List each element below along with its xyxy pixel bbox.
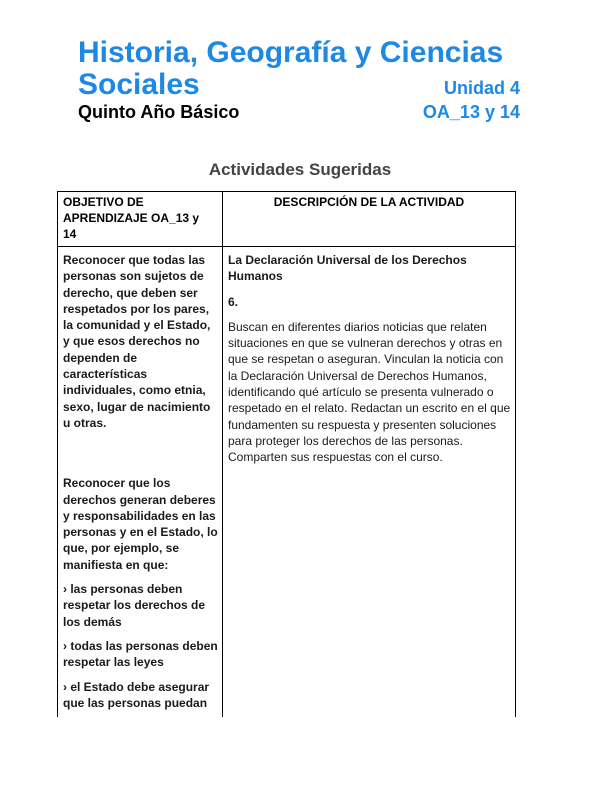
objectives-cell — [63, 252, 218, 719]
document-title-line-1: Historia, Geografía y Ciencias — [78, 36, 504, 69]
activity-number: 6. — [228, 294, 239, 309]
header-row-divider — [58, 246, 515, 247]
objective-bullet-3: › el Estado debe asegurar que las personas puedan — [63, 679, 210, 710]
column-divider — [222, 192, 223, 717]
objective-bullet-1: › las personas deben respetar los derechos de los demás — [63, 582, 206, 629]
column-header-objective: OBJETIVO DE APRENDIZAJE OA_13 y 14 — [63, 195, 200, 241]
activities-table — [57, 191, 516, 717]
section-title: Actividades Sugeridas — [208, 160, 392, 179]
objective-bullet-2: › todas las personas deben respetar las leyes — [63, 638, 218, 670]
objective-2: Reconocer que los derechos generan deberes y responsabilidades en las personas y en el Estado, lo que, por ejemplo, se manifiesta en que: — [63, 476, 218, 572]
document-title-line-2: Sociales — [78, 68, 200, 101]
oa-code-label: OA_13 y 14 — [422, 102, 520, 122]
activity-description: Buscan en diferentes diarios noticias que relaten situaciones en que se vulneran derechos y otras en que se respetan o aseguran. Vinculan la noticia con la Declaración Universal de Derechos Humanos, identificando qué artículo se presenta vulnerado o respetado en el relato. Redactan un escrito en el que fundamenten su respuesta y presenten soluciones para proteger los derechos de las personas. Comparten sus respuestas con el curso. — [228, 319, 511, 465]
activity-cell — [228, 252, 512, 466]
objective-1: Reconocer que todas las personas son sujetos de derecho, que deben ser respetados por los pares, la comunidad y el Estado, y que esos derechos no dependen de características individuales, como etnia, sexo, lugar de nacimiento u otras. — [63, 253, 211, 430]
activity-title: La Declaración Universal de los Derechos Humanos — [228, 253, 467, 284]
column-header-description: DESCRIPCIÓN DE LA ACTIVIDAD — [273, 195, 465, 209]
unit-label: Unidad 4 — [443, 78, 520, 98]
grade-label: Quinto Año Básico — [78, 102, 240, 122]
